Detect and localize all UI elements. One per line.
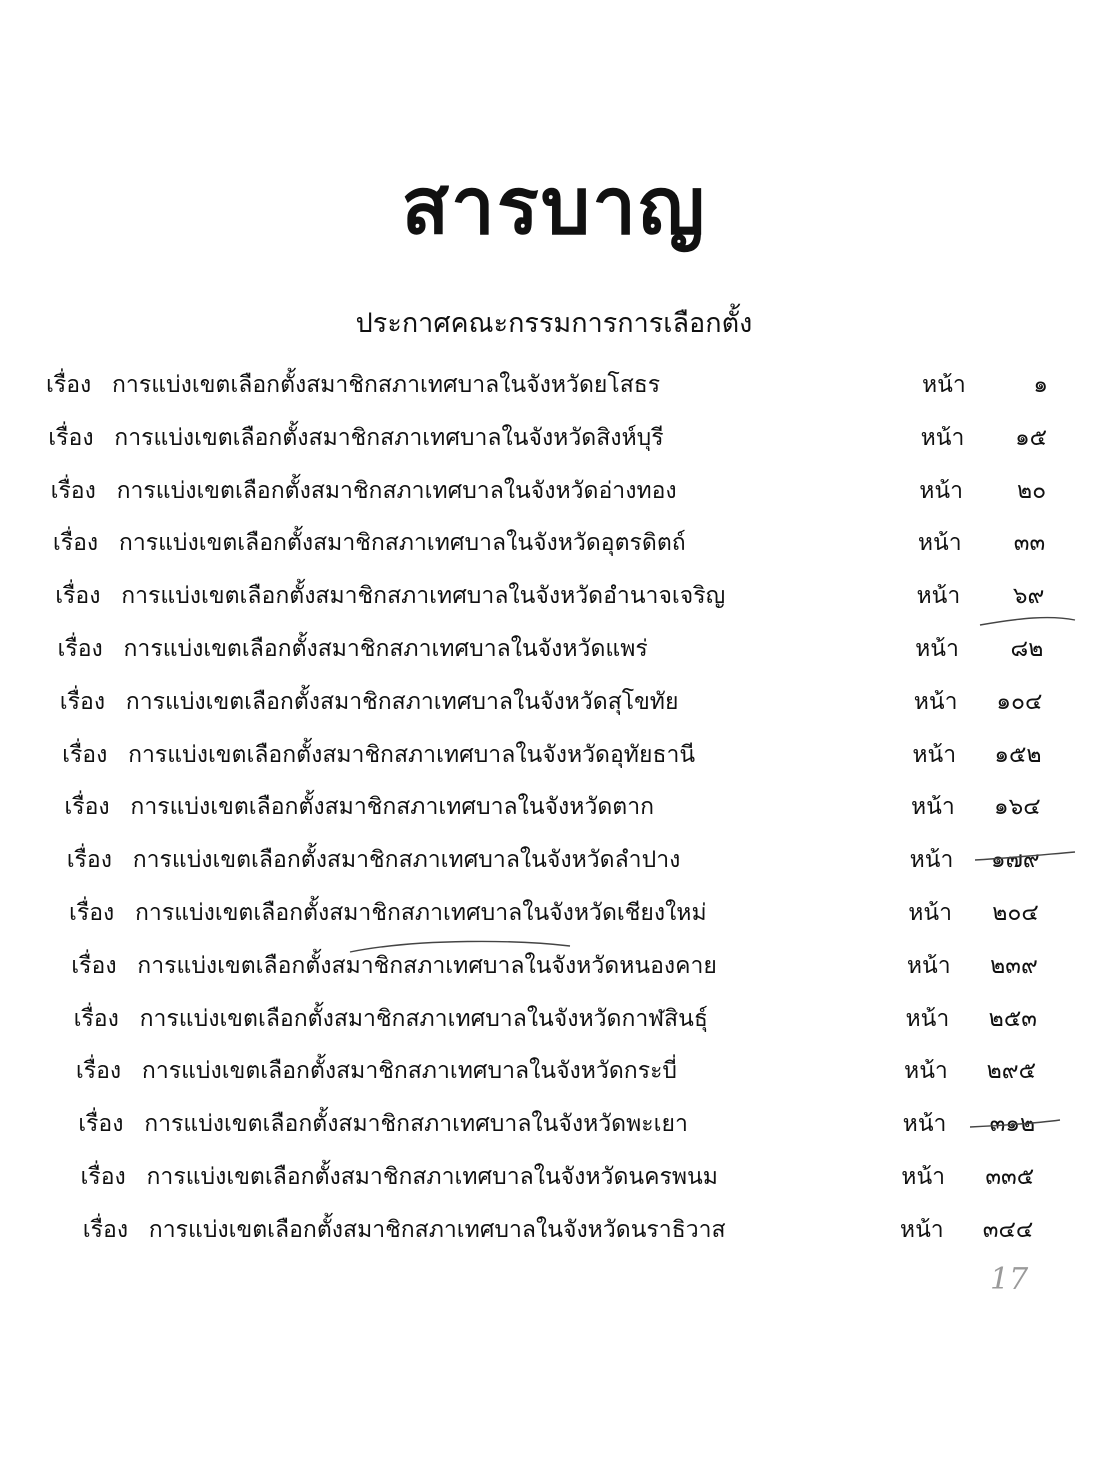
page-number: ๓๓๕ [985, 1164, 1035, 1190]
page-number: ๑๕ [1015, 424, 1048, 451]
page-number: ๓๓ [1013, 530, 1046, 557]
entry-subject: การแบ่งเขตเลือกตั้งสมาชิกสภาเทศบาลในจังหวัดอุทัยธานี [128, 741, 696, 768]
entry-prefix: เรื่อง [48, 424, 94, 451]
page-label: หน้า [899, 1216, 944, 1243]
page-label: หน้า [916, 583, 961, 610]
entry-prefix: เรื่อง [69, 900, 115, 926]
pen-mark-line [980, 618, 1075, 625]
page-number: ๓๑๒ [989, 1111, 1036, 1138]
page-number: ๖๙ [1012, 583, 1045, 610]
entry-prefix: เรื่อง [50, 477, 96, 504]
page-label: หน้า [919, 477, 964, 504]
page-number: ๑๐๔ [996, 688, 1043, 715]
page-number: ๒๓๙ [990, 952, 1038, 979]
entry-subject: การแบ่งเขตเลือกตั้งสมาชิกสภาเทศบาลในจังหวัดนราธิวาส [148, 1216, 726, 1243]
page-label: หน้า [917, 530, 962, 557]
page-label: หน้า [908, 900, 952, 926]
page-number: ๘๒ [1010, 636, 1044, 662]
entry-prefix: เรื่อง [80, 1164, 126, 1190]
page-label: หน้า [901, 1164, 946, 1190]
entry-subject: การแบ่งเขตเลือกตั้งสมาชิกสภาเทศบาลในจังหวัดสิงห์บุรี [114, 424, 664, 451]
entry-prefix: เรื่อง [78, 1111, 124, 1138]
page-label: หน้า [913, 688, 958, 715]
entry-prefix: เรื่อง [64, 794, 110, 821]
entry-prefix: เรื่อง [55, 583, 101, 610]
entry-prefix: เรื่อง [52, 530, 99, 557]
page-label: หน้า [922, 372, 966, 398]
entry-prefix: เรื่อง [73, 1005, 119, 1032]
page-label: หน้า [915, 636, 959, 662]
entry-prefix: เรื่อง [46, 372, 92, 398]
pen-mark-line [970, 1120, 1060, 1127]
entry-subject: การแบ่งเขตเลือกตั้งสมาชิกสภาเทศบาลในจังหวัดกาฬสินธุ์ [139, 1005, 708, 1032]
entry-prefix: เรื่อง [71, 952, 117, 979]
entry-subject: การแบ่งเขตเลือกตั้งสมาชิกสภาเทศบาลในจังหวัดเชียงใหม่ [135, 900, 707, 926]
page-label: หน้า [902, 1111, 947, 1138]
entry-subject: การแบ่งเขตเลือกตั้งสมาชิกสภาเทศบาลในจังหวัดพะเยา [144, 1111, 688, 1138]
entry-subject: การแบ่งเขตเลือกตั้งสมาชิกสภาเทศบาลในจังหวัดแพร่ [123, 636, 648, 662]
page-subtitle: ประกาศคณะกรรมการการเลือกตั้ง [355, 308, 753, 339]
entry-prefix: เรื่อง [75, 1058, 122, 1085]
page-number: ๒๕๓ [988, 1005, 1037, 1032]
page-number: ๒๐๔ [992, 900, 1039, 926]
pen-mark-line [350, 941, 570, 952]
entry-prefix: เรื่อง [62, 741, 108, 768]
entry-prefix: เรื่อง [82, 1216, 129, 1243]
entry-subject: การแบ่งเขตเลือกตั้งสมาชิกสภาเทศบาลในจังหวัดสุโขทัย [125, 688, 679, 715]
entry-subject: การแบ่งเขตเลือกตั้งสมาชิกสภาเทศบาลในจังหวัดยโสธร [112, 372, 661, 398]
page-label: หน้า [910, 794, 955, 821]
entry-subject: การแบ่งเขตเลือกตั้งสมาชิกสภาเทศบาลในจังหวัดนครพนม [146, 1164, 718, 1190]
entry-subject: การแบ่งเขตเลือกตั้งสมาชิกสภาเทศบาลในจังหวัดอำนาจเจริญ [121, 583, 726, 610]
page-number: ๒๙๕ [986, 1058, 1037, 1085]
page-number: ๑๕๒ [994, 741, 1042, 768]
page-label: หน้า [920, 424, 965, 451]
entry-subject: การแบ่งเขตเลือกตั้งสมาชิกสภาเทศบาลในจังหวัดอุตรดิตถ์ [118, 530, 686, 557]
page-number: ๒๐ [1016, 477, 1047, 504]
handwritten-note: 17 [990, 1262, 1029, 1297]
page-label: หน้า [906, 952, 951, 979]
page-title: สารบาญ [401, 162, 707, 252]
page-label: หน้า [912, 741, 957, 768]
page-number: ๓๔๔ [982, 1216, 1034, 1243]
entry-prefix: เรื่อง [66, 847, 112, 874]
page-number: ๑๗๙ [990, 847, 1040, 874]
page-number: ๑ [1033, 372, 1048, 398]
entry-subject: การแบ่งเขตเลือกตั้งสมาชิกสภาเทศบาลในจังหวัดอ่างทอง [116, 477, 677, 504]
page-label: หน้า [909, 847, 954, 874]
page-label: หน้า [905, 1005, 950, 1032]
entry-prefix: เรื่อง [57, 636, 103, 662]
page-label: หน้า [904, 1058, 948, 1085]
entry-subject: การแบ่งเขตเลือกตั้งสมาชิกสภาเทศบาลในจังหวัดหนองคาย [137, 952, 717, 979]
entry-prefix: เรื่อง [59, 688, 106, 715]
page-number: ๑๖๔ [994, 794, 1041, 821]
entry-subject: การแบ่งเขตเลือกตั้งสมาชิกสภาเทศบาลในจังหวัดกระบี่ [141, 1058, 678, 1085]
entry-subject: การแบ่งเขตเลือกตั้งสมาชิกสภาเทศบาลในจังหวัดลำปาง [132, 847, 681, 874]
entry-subject: การแบ่งเขตเลือกตั้งสมาชิกสภาเทศบาลในจังหวัดตาก [130, 794, 655, 821]
pen-mark-line [975, 852, 1075, 860]
